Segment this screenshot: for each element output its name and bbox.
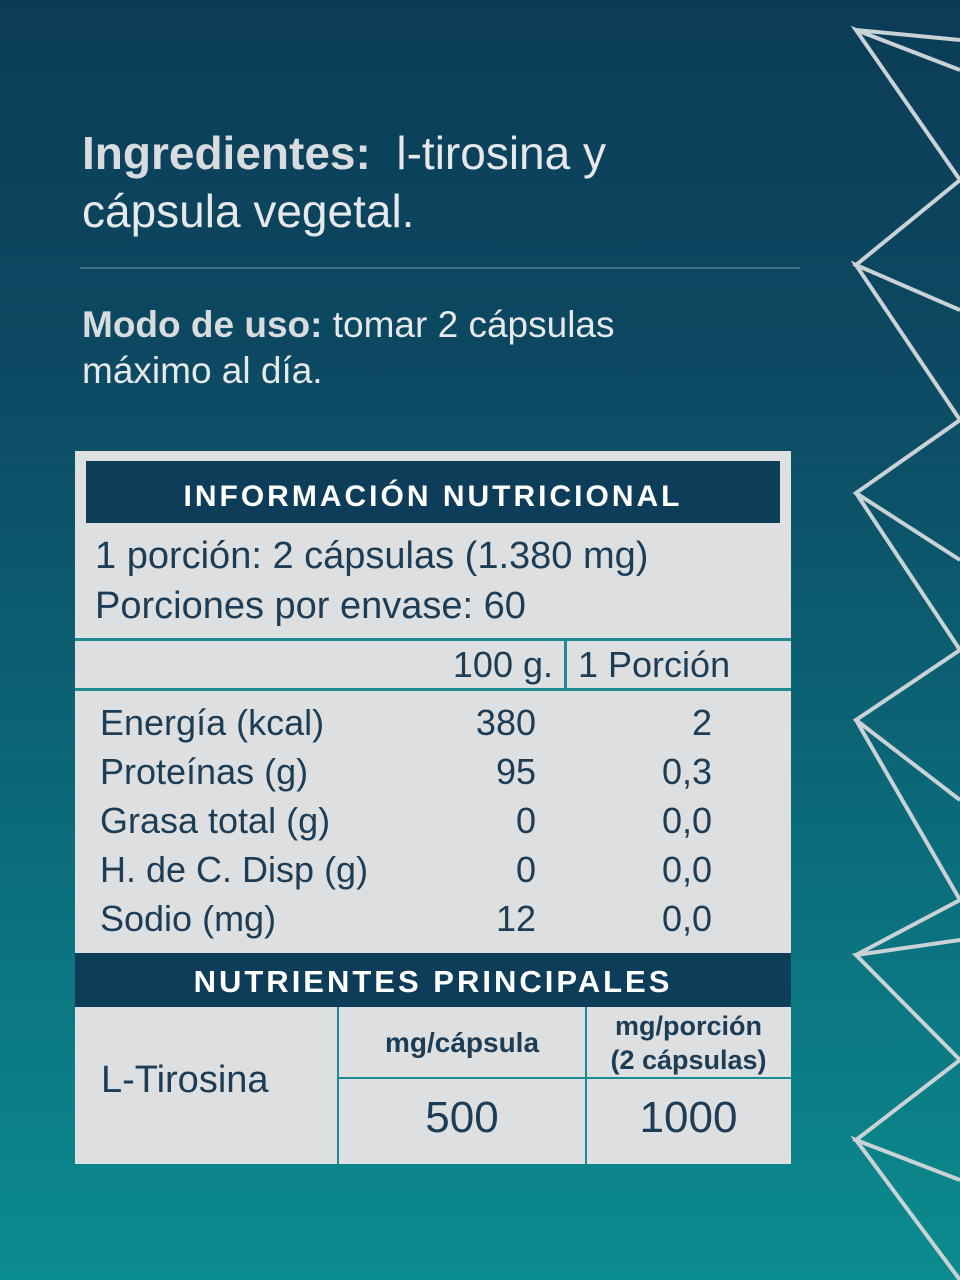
usage-line2: máximo al día. (82, 350, 323, 391)
nutrition-rows (75, 699, 791, 944)
usage-text (82, 302, 782, 394)
usage-label: Modo de uso: (82, 304, 323, 345)
ingredients-label: Ingredientes: (82, 127, 371, 179)
ingredients-line1: l-tirosina y (396, 127, 606, 179)
table-row (75, 895, 791, 944)
serving-info (95, 531, 648, 631)
table-row (75, 699, 791, 748)
row-value-portion: 0,0 (661, 849, 712, 890)
row-label: Sodio (mg) (100, 898, 277, 939)
nutrition-title: INFORMACIÓN NUTRICIONAL (86, 461, 780, 523)
section-divider (80, 267, 800, 269)
grid-divider (338, 1077, 791, 1079)
table-row (75, 797, 791, 846)
per-capsule-value: 500 (425, 1093, 499, 1142)
row-value-portion: 0,0 (661, 898, 712, 939)
usage-line1: tomar 2 cápsulas (332, 304, 615, 345)
row-value-portion: 0,0 (661, 800, 712, 841)
main-nutrients-title: NUTRIENTES PRINCIPALES (75, 953, 791, 1007)
per-portion-header (586, 1009, 791, 1077)
per-portion-header-line2: (2 cápsulas) (610, 1045, 767, 1075)
column-separator (564, 641, 567, 688)
table-row (75, 846, 791, 895)
row-value-100g: 0 (515, 800, 536, 841)
column-100g: 100 g. (452, 644, 553, 685)
ingredients-text (82, 124, 782, 240)
row-value-100g: 95 (495, 751, 536, 792)
row-value-portion: 0,3 (661, 751, 712, 792)
row-label: Grasa total (g) (100, 800, 331, 841)
nutrition-panel (75, 451, 791, 1164)
nutrition-column-header (75, 638, 791, 691)
servings-per-container: Porciones por envase: 60 (95, 585, 526, 627)
row-label: Proteínas (g) (100, 751, 309, 792)
table-row (75, 748, 791, 797)
row-value-100g: 380 (475, 702, 536, 743)
serving-size: 1 porción: 2 cápsulas (1.380 mg) (95, 535, 649, 577)
main-nutrients-grid (75, 1007, 791, 1164)
row-value-portion: 2 (691, 702, 712, 743)
row-value-100g: 12 (495, 898, 536, 939)
nutrient-name: L-Tirosina (101, 1059, 269, 1101)
row-value-100g: 0 (515, 849, 536, 890)
per-portion-header-line1: mg/porción (615, 1011, 762, 1041)
row-label: H. de C. Disp (g) (100, 849, 369, 890)
ingredients-line2: cápsula vegetal. (82, 185, 415, 237)
row-label: Energía (kcal) (100, 702, 325, 743)
column-portion: 1 Porción (578, 644, 731, 685)
per-portion-value: 1000 (639, 1093, 738, 1142)
per-capsule-header: mg/cápsula (384, 1027, 540, 1058)
